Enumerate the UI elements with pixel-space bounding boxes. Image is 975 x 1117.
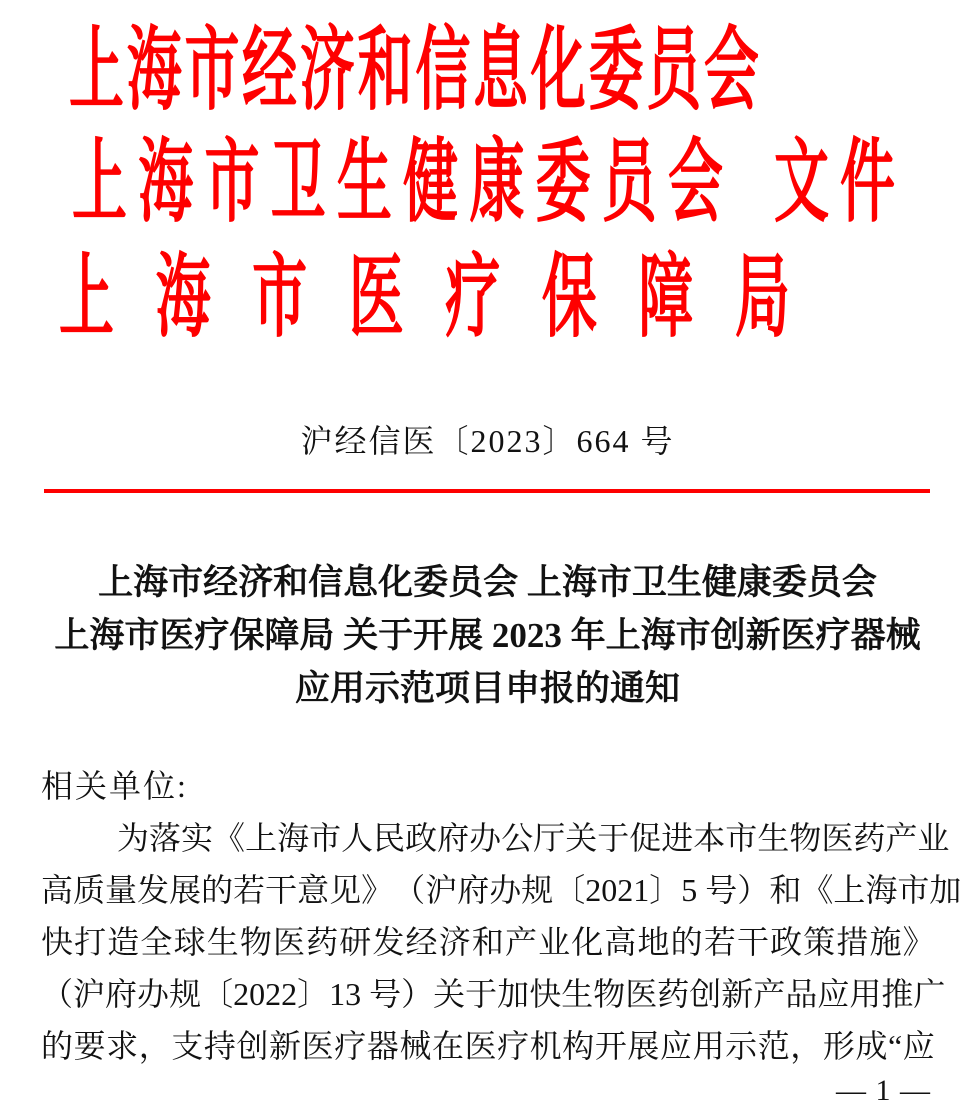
- glyph: 医: [464, 1028, 497, 1064]
- glyph: 市: [309, 820, 342, 856]
- glyph: 办: [489, 872, 522, 908]
- glyph: 海: [277, 820, 310, 856]
- glyph: 府: [105, 976, 138, 1012]
- glyph: 员: [601, 132, 657, 233]
- glyph: 济: [299, 20, 355, 121]
- glyph: 上: [59, 247, 115, 348]
- glyph: 医: [301, 1028, 334, 1064]
- issuer-line-2-document-word: [774, 132, 895, 233]
- glyph: 疗: [445, 247, 501, 348]
- glyph: 若: [703, 924, 736, 960]
- glyph: 政: [770, 924, 803, 960]
- glyph: 落: [149, 820, 182, 856]
- glyph: 〕: [649, 872, 682, 908]
- red-divider-line: [44, 489, 930, 493]
- glyph: 生: [757, 820, 790, 856]
- glyph: 2022: [233, 976, 298, 1012]
- glyph: 海: [126, 20, 182, 121]
- glyph: 新: [269, 1028, 302, 1064]
- glyph: 高: [41, 872, 74, 908]
- glyph: 地: [637, 924, 670, 960]
- glyph: 市: [204, 132, 260, 233]
- glyph: 支: [171, 1028, 204, 1064]
- glyph: 于: [465, 976, 498, 1012]
- salutation: 相关单位:: [41, 768, 188, 804]
- glyph: 开: [594, 1028, 627, 1064]
- glyph: 若: [233, 872, 266, 908]
- glyph: 发: [137, 872, 170, 908]
- glyph: 加: [497, 976, 530, 1012]
- glyph: 文: [774, 132, 830, 233]
- glyph: 质: [73, 872, 106, 908]
- glyph: 打: [74, 924, 107, 960]
- glyph: 措: [836, 924, 869, 960]
- glyph: 件: [839, 132, 895, 233]
- glyph: 5: [681, 872, 706, 908]
- glyph: 药: [853, 820, 886, 856]
- glyph: 市: [897, 872, 930, 908]
- glyph: ，: [138, 1028, 171, 1064]
- glyph: 府: [457, 872, 490, 908]
- glyph: 上: [245, 820, 278, 856]
- glyph: 市: [252, 247, 308, 348]
- glyph: 生: [336, 132, 392, 233]
- glyph: 和: [357, 20, 413, 121]
- title-line-1: 上海市经济和信息化委员会 上海市卫生健康委员会: [98, 563, 877, 602]
- paragraph-line: [41, 812, 950, 864]
- glyph: 政: [405, 820, 438, 856]
- glyph: 范: [757, 1028, 790, 1064]
- glyph: 意: [297, 872, 330, 908]
- glyph: 沪: [425, 872, 458, 908]
- document-body: [41, 760, 962, 1072]
- glyph: 用: [849, 976, 882, 1012]
- glyph: 药: [306, 924, 339, 960]
- glyph: 应: [902, 1028, 935, 1064]
- glyph: 经: [242, 20, 298, 121]
- paragraph-line: [41, 1020, 935, 1072]
- page-number: — 1 —: [836, 1074, 931, 1107]
- glyph: 会: [703, 20, 759, 121]
- glyph: 策: [803, 924, 836, 960]
- glyph: 〔: [201, 976, 234, 1012]
- glyph: 推: [881, 976, 914, 1012]
- glyph: 展: [169, 872, 202, 908]
- glyph: 息: [473, 20, 529, 121]
- glyph: 应: [659, 1028, 692, 1064]
- glyph: 号: [369, 976, 402, 1012]
- glyph: 医: [272, 924, 305, 960]
- glyph: 疗: [497, 1028, 530, 1064]
- glyph: 委: [535, 132, 591, 233]
- glyph: 沪: [73, 976, 106, 1012]
- paragraph-line: [41, 864, 962, 916]
- paragraph-line: [41, 968, 946, 1020]
- glyph: 医: [625, 976, 658, 1012]
- glyph: 物: [593, 976, 626, 1012]
- glyph: 保: [541, 247, 597, 348]
- glyph: 上: [72, 132, 128, 233]
- glyph: 品: [785, 976, 818, 1012]
- glyph: 海: [155, 247, 211, 348]
- glyph: 〔: [553, 872, 586, 908]
- glyph: 全: [140, 924, 173, 960]
- glyph: 新: [721, 976, 754, 1012]
- glyph: 》: [361, 872, 394, 908]
- paragraph-line: [41, 916, 935, 968]
- glyph: 示: [725, 1028, 758, 1064]
- glyph: 和: [471, 924, 504, 960]
- glyph: 公: [501, 820, 534, 856]
- glyph: 业: [917, 820, 950, 856]
- glyph: 产: [504, 924, 537, 960]
- title-line-3: 应用示范项目申报的通知: [294, 669, 680, 708]
- glyph: 药: [657, 976, 690, 1012]
- glyph: 应: [817, 976, 850, 1012]
- glyph: 疗: [334, 1028, 367, 1064]
- glyph: 干: [736, 924, 769, 960]
- glyph: 济: [438, 924, 471, 960]
- glyph: 求: [106, 1028, 139, 1064]
- glyph: 和: [769, 872, 802, 908]
- glyph: 要: [73, 1028, 106, 1064]
- glyph: ）: [737, 872, 770, 908]
- glyph: 加: [929, 872, 962, 908]
- glyph: 产: [885, 820, 918, 856]
- glyph: 物: [789, 820, 822, 856]
- glyph: 物: [239, 924, 272, 960]
- glyph: 府: [437, 820, 470, 856]
- glyph: 球: [173, 924, 206, 960]
- glyph: 市: [184, 20, 240, 121]
- glyph: 卫: [270, 132, 326, 233]
- glyph: 广: [913, 976, 946, 1012]
- glyph: 器: [366, 1028, 399, 1064]
- issuer-line-1: [69, 20, 759, 121]
- glyph: 快: [529, 976, 562, 1012]
- glyph: 办: [469, 820, 502, 856]
- document-title: [0, 556, 975, 715]
- glyph: 量: [105, 872, 138, 908]
- glyph: ，: [790, 1028, 823, 1064]
- glyph: 化: [571, 924, 604, 960]
- issuer-line-2: [72, 132, 895, 233]
- glyph: 13: [329, 976, 370, 1012]
- glyph: 生: [206, 924, 239, 960]
- glyph: 关: [565, 820, 598, 856]
- glyph: 构: [562, 1028, 595, 1064]
- glyph: 于: [597, 820, 630, 856]
- glyph: 医: [821, 820, 854, 856]
- glyph: 《: [801, 872, 834, 908]
- glyph: 用: [692, 1028, 725, 1064]
- glyph: 高: [604, 924, 637, 960]
- glyph: 海: [138, 132, 194, 233]
- glyph: 局: [734, 247, 790, 348]
- glyph: 本: [693, 820, 726, 856]
- glyph: 《: [213, 820, 246, 856]
- glyph: 员: [646, 20, 702, 121]
- glyph: ）: [401, 976, 434, 1012]
- glyph: 上: [69, 20, 125, 121]
- glyph: 为: [117, 820, 150, 856]
- glyph: 在: [431, 1028, 464, 1064]
- glyph: 的: [201, 872, 234, 908]
- glyph: 民: [373, 820, 406, 856]
- glyph: 规: [521, 872, 554, 908]
- glyph: 障: [638, 247, 694, 348]
- glyph: 械: [399, 1028, 432, 1064]
- glyph: 康: [469, 132, 525, 233]
- glyph: 人: [341, 820, 374, 856]
- glyph: 研: [339, 924, 372, 960]
- glyph: 见: [329, 872, 362, 908]
- glyph: 促: [629, 820, 662, 856]
- glyph: 成: [855, 1028, 888, 1064]
- glyph: 健: [403, 132, 459, 233]
- issuer-line-3: [59, 247, 790, 348]
- glyph: 的: [670, 924, 703, 960]
- glyph: 业: [538, 924, 571, 960]
- glyph: 施: [869, 924, 902, 960]
- glyph: 创: [236, 1028, 269, 1064]
- glyph: 形: [822, 1028, 855, 1064]
- glyph: 上: [833, 872, 866, 908]
- title-line-2: 上海市医疗保障局 关于开展 2023 年上海市创新医疗器械: [54, 616, 921, 655]
- glyph: 发: [372, 924, 405, 960]
- glyph: （: [393, 872, 426, 908]
- glyph: 海: [865, 872, 898, 908]
- glyph: 生: [561, 976, 594, 1012]
- glyph: 快: [41, 924, 74, 960]
- glyph: 机: [529, 1028, 562, 1064]
- glyph: 市: [725, 820, 758, 856]
- glyph: 产: [753, 976, 786, 1012]
- glyph: 委: [588, 20, 644, 121]
- glyph: “: [888, 1028, 903, 1064]
- glyph: 关: [433, 976, 466, 1012]
- glyph: 创: [689, 976, 722, 1012]
- glyph: 会: [667, 132, 723, 233]
- document-number: 沪经信医〔2023〕664 号: [300, 423, 675, 459]
- glyph: （: [41, 976, 74, 1012]
- glyph: 信: [415, 20, 471, 121]
- glyph: 展: [627, 1028, 660, 1064]
- glyph: 干: [265, 872, 298, 908]
- glyph: 实: [181, 820, 214, 856]
- glyph: 》: [902, 924, 935, 960]
- glyph: 造: [107, 924, 140, 960]
- issuer-line-2-agency: [72, 132, 723, 233]
- glyph: 医: [348, 247, 404, 348]
- glyph: 2021: [585, 872, 650, 908]
- glyph: 号: [705, 872, 738, 908]
- glyph: 办: [137, 976, 170, 1012]
- glyph: 进: [661, 820, 694, 856]
- glyph: 〕: [297, 976, 330, 1012]
- glyph: 的: [41, 1028, 74, 1064]
- glyph: 化: [530, 20, 586, 121]
- glyph: 持: [203, 1028, 236, 1064]
- glyph: 厅: [533, 820, 566, 856]
- glyph: 经: [405, 924, 438, 960]
- glyph: 规: [169, 976, 202, 1012]
